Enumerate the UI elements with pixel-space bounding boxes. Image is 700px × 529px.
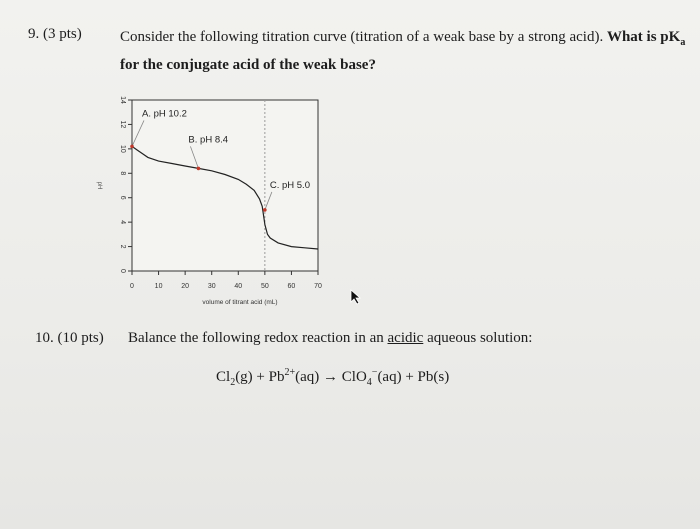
x-tick-label: 30 <box>207 283 216 290</box>
annotation-label: C. pH 5.0 <box>269 179 310 191</box>
annotation-label: A. pH 10.2 <box>142 108 187 120</box>
question-10-acidic: acidic <box>387 330 424 346</box>
y-tick-label: 14 <box>119 96 126 104</box>
y-tick-label: 10 <box>119 144 126 153</box>
annotation-label: B. pH 8.4 <box>188 134 229 146</box>
question-10-text-after: aqueous solution: <box>427 330 533 346</box>
question-9-text: Consider the following titration curve (titration of a weak base by a strong acid). <box>120 29 604 45</box>
x-axis-label: volume of titrant acid (mL) <box>202 299 278 306</box>
y-tick-label: 12 <box>119 120 126 129</box>
question-9-number: 9. (3 pts) <box>28 26 82 42</box>
question-10-number: 10. (10 pts) <box>35 330 104 346</box>
x-tick-label: 40 <box>234 283 243 290</box>
x-tick-label: 60 <box>287 283 296 290</box>
data-point-marker <box>263 208 267 212</box>
x-tick-label: 10 <box>154 283 163 290</box>
data-point-marker <box>130 145 134 149</box>
x-tick-label: 20 <box>181 283 190 290</box>
data-point-marker <box>197 167 201 171</box>
question-10-prompt <box>128 330 532 347</box>
x-tick-label: 0 <box>130 283 134 290</box>
y-tick-label: 4 <box>119 220 126 225</box>
y-axis-label: pH <box>96 181 102 190</box>
question-9-bold-tail: for the conjugate acid of the weak base? <box>120 57 376 73</box>
redox-equation: $Cl_2(g) + Pb^{2+}(aq) \to ClO_4^-(aq) + Pb(s)$ <box>216 367 450 388</box>
mouse-cursor-icon <box>350 289 364 305</box>
y-tick-label: 6 <box>119 195 126 200</box>
question-10-text-before: Balance the following redox reaction in an <box>128 330 384 346</box>
y-tick-label: 8 <box>119 171 126 176</box>
question-9-bold-text: What is $pK_a$ <box>606 29 686 48</box>
y-tick-label: 2 <box>119 244 126 249</box>
y-tick-label: 0 <box>119 269 126 273</box>
x-tick-label: 50 <box>260 283 269 290</box>
x-tick-label: 70 <box>314 283 322 290</box>
reaction-arrow-icon: → <box>323 369 339 385</box>
